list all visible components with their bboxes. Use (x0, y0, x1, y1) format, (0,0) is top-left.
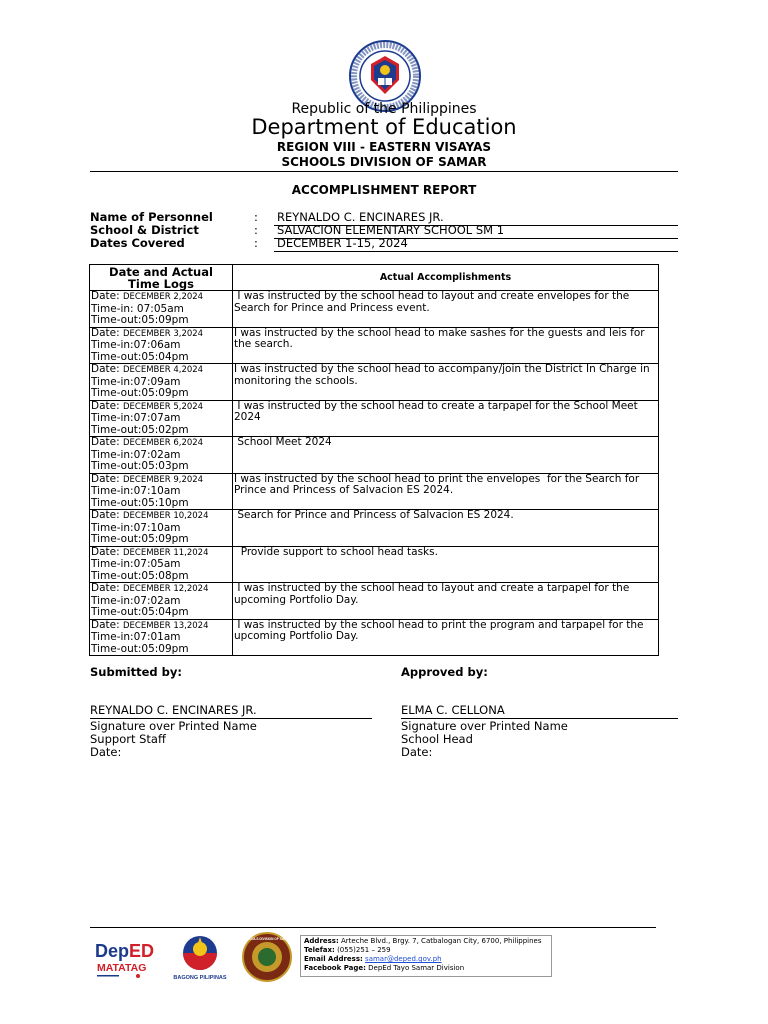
approver-signature-caption: Signature over Printed Name (401, 719, 568, 733)
time-out: Time-out:05:09pm (91, 387, 189, 399)
date-label: Date: (91, 545, 123, 558)
accomplishment-cell: Provide support to school head tasks. (233, 546, 659, 583)
division-heading: SCHOOLS DIVISION OF SAMAR (281, 155, 487, 169)
schools-division-seal (236, 931, 298, 983)
table-row (90, 473, 659, 510)
footer-divider (90, 927, 656, 928)
time-in: Time-in:07:09am (91, 375, 181, 388)
table-row (90, 364, 659, 401)
school-district-label: School & District (90, 223, 199, 237)
bagong-pilipinas-logo (170, 933, 230, 983)
contact-info-box (300, 935, 552, 977)
info-underline (274, 251, 678, 252)
logo-dep-text: Dep (95, 941, 130, 961)
telefax-label: Telefax: (304, 946, 335, 954)
accomplishment-cell: I was instructed by the school head to create a tarpapel for the School Meet 2024 (233, 400, 659, 437)
date-time-cell (90, 327, 233, 364)
date-line (91, 583, 231, 596)
submitter-date-label: Date: (90, 745, 122, 759)
time-out: Time-out:05:10pm (91, 496, 189, 509)
table-row (90, 437, 659, 474)
info-colon: : (254, 236, 258, 250)
date-line (91, 437, 231, 450)
accomplishment-cell: School Meet 2024 (233, 437, 659, 474)
accomplishment-cell: I was instructed by the school head to print the envelopes for the Search for Prince and Princess of Salvacion ES 2024. (233, 473, 659, 510)
date-line (91, 291, 231, 304)
info-colon: : (254, 210, 258, 224)
approver-position: School Head (401, 732, 473, 746)
email-link[interactable]: samar@deped.gov.ph (365, 955, 442, 963)
facebook-label: Facebook Page: (304, 964, 366, 972)
date-value: DECEMBER 2,2024 (122, 292, 204, 302)
name-of-personnel-value: REYNALDO C. ENCINARES JR. (277, 210, 444, 224)
logo-ed-text: ED (129, 941, 155, 961)
date-value: DECEMBER 12,2024 (122, 584, 209, 594)
time-in: Time-in: 07:05am (91, 302, 184, 315)
date-time-cell (90, 437, 233, 474)
accomplishments-header: Actual Accomplishments (233, 265, 659, 291)
submitter-position: Support Staff (90, 732, 166, 746)
table-row (90, 583, 659, 620)
date-time-cell (90, 546, 233, 583)
date-value: DECEMBER 13,2024 (122, 620, 209, 631)
accomplishment-cell: I was instructed by the school head to make sashes for the guests and leis for the search. (233, 327, 659, 364)
date-label: Date: (91, 618, 123, 631)
date-value: DECEMBER 9,2024 (122, 474, 204, 485)
time-out: Time-out:05:02pm (91, 423, 189, 436)
report-title: ACCOMPLISHMENT REPORT (291, 183, 477, 197)
time-out: Time-out:05:09pm (91, 642, 189, 655)
date-label: Date: (91, 326, 123, 339)
school-district-value: SALVACION ELEMENTARY SCHOOL SM 1 (277, 223, 505, 237)
dates-covered-label: Dates Covered (90, 236, 185, 250)
info-colon: : (254, 223, 258, 237)
accomplishment-cell: I was instructed by the school head to print the program and tarpapel for the upcoming Portfolio Day. (233, 619, 659, 656)
date-label: Date: (91, 290, 123, 302)
date-value: DECEMBER 6,2024 (122, 438, 204, 448)
date-time-cell (90, 619, 233, 656)
submitter-signature-caption: Signature over Printed Name (90, 719, 257, 733)
date-label: Date: (91, 582, 123, 594)
svg-text:DepED (95, 941, 154, 961)
date-label: Date: (91, 509, 123, 521)
header-divider (90, 171, 678, 172)
department-heading: Department of Education (251, 115, 517, 139)
date-label: Date: (91, 436, 123, 448)
table-row (90, 510, 659, 547)
time-in: Time-in:07:06am (91, 339, 181, 351)
date-value: DECEMBER 10,2024 (122, 511, 209, 521)
address-value: Arteche Blvd., Brgy. 7, Catbalogan City, 6700, Philippines (341, 937, 542, 945)
table-header-row (90, 265, 659, 291)
date-label: Date: (91, 472, 123, 485)
dates-covered-value: DECEMBER 1-15, 2024 (277, 236, 408, 250)
submitted-by-label: Submitted by: (90, 665, 182, 679)
table-row (90, 400, 659, 437)
time-in: Time-in:07:02am (91, 448, 181, 461)
approver-name: ELMA C. CELLONA (401, 703, 505, 717)
time-out: Time-out:05:09pm (91, 533, 189, 545)
date-value: DECEMBER 5,2024 (122, 401, 204, 412)
email-label: Email Address: (304, 955, 363, 963)
time-out: Time-out:05:09pm (91, 314, 189, 326)
submitter-name: REYNALDO C. ENCINARES JR. (90, 703, 257, 717)
time-in: Time-in:07:07am (91, 412, 181, 424)
date-time-header (90, 265, 233, 291)
time-in: Time-in:07:10am (91, 521, 181, 534)
date-time-cell (90, 583, 233, 620)
time-out: Time-out:05:08pm (91, 569, 189, 582)
time-in: Time-in:07:05am (91, 558, 181, 570)
name-of-personnel-label: Name of Personnel (90, 210, 213, 224)
accomplishment-cell: I was instructed by the school head to layout and create a tarpapel for the upcoming Portfolio Day. (233, 583, 659, 620)
table-body (90, 291, 659, 656)
table-row (90, 291, 659, 328)
approved-by-label: Approved by: (401, 665, 488, 679)
division-seal-text: SCHOOLS DIVISION OF SAMAR (242, 937, 292, 941)
date-label: Date: (91, 363, 123, 375)
date-time-cell (90, 364, 233, 401)
address-label: Address: (304, 937, 339, 945)
accomplishment-cell: Search for Prince and Princess of Salvacion ES 2024. (233, 510, 659, 547)
table-row (90, 619, 659, 656)
table-row (90, 327, 659, 364)
date-time-header-line1: Date and Actual (109, 264, 213, 279)
table-row (90, 546, 659, 583)
date-label: Date: (91, 399, 123, 412)
approver-date-label: Date: (401, 745, 433, 759)
time-in: Time-in:07:10am (91, 485, 181, 497)
date-line (91, 510, 231, 523)
bagong-pilipinas-text: BAGONG PILIPINAS (173, 975, 227, 981)
time-out: Time-out:05:04pm (91, 606, 189, 618)
date-time-cell (90, 291, 233, 328)
accomplishment-cell: I was instructed by the school head to layout and create envelopes for the Search for Prince and Princess event. (233, 291, 659, 328)
facebook-value: DepEd Tayo Samar Division (368, 964, 465, 972)
time-out: Time-out:05:04pm (91, 350, 189, 363)
time-out: Time-out:05:03pm (91, 460, 189, 472)
time-in: Time-in:07:01am (91, 631, 181, 643)
date-value: DECEMBER 4,2024 (122, 365, 204, 375)
region-heading: REGION VIII - EASTERN VISAYAS (276, 140, 492, 154)
accomplishment-table (89, 264, 659, 656)
date-value: DECEMBER 11,2024 (122, 547, 209, 558)
deped-matatag-logo (94, 937, 160, 981)
date-line (91, 364, 231, 377)
logo-matatag-text: MATATAG (97, 962, 147, 974)
date-value: DECEMBER 3,2024 (122, 328, 204, 339)
republic-heading: Republic of the Philippines (291, 101, 477, 117)
date-time-cell (90, 510, 233, 547)
date-time-cell (90, 473, 233, 510)
time-in: Time-in:07:02am (91, 594, 181, 607)
date-time-header-line2: Time Logs (128, 276, 194, 291)
telefax-value: (055)251 – 259 (337, 946, 391, 954)
date-time-cell (90, 400, 233, 437)
accomplishment-cell: I was instructed by the school head to accompany/join the District In Charge in monitoring the schools. (233, 364, 659, 401)
